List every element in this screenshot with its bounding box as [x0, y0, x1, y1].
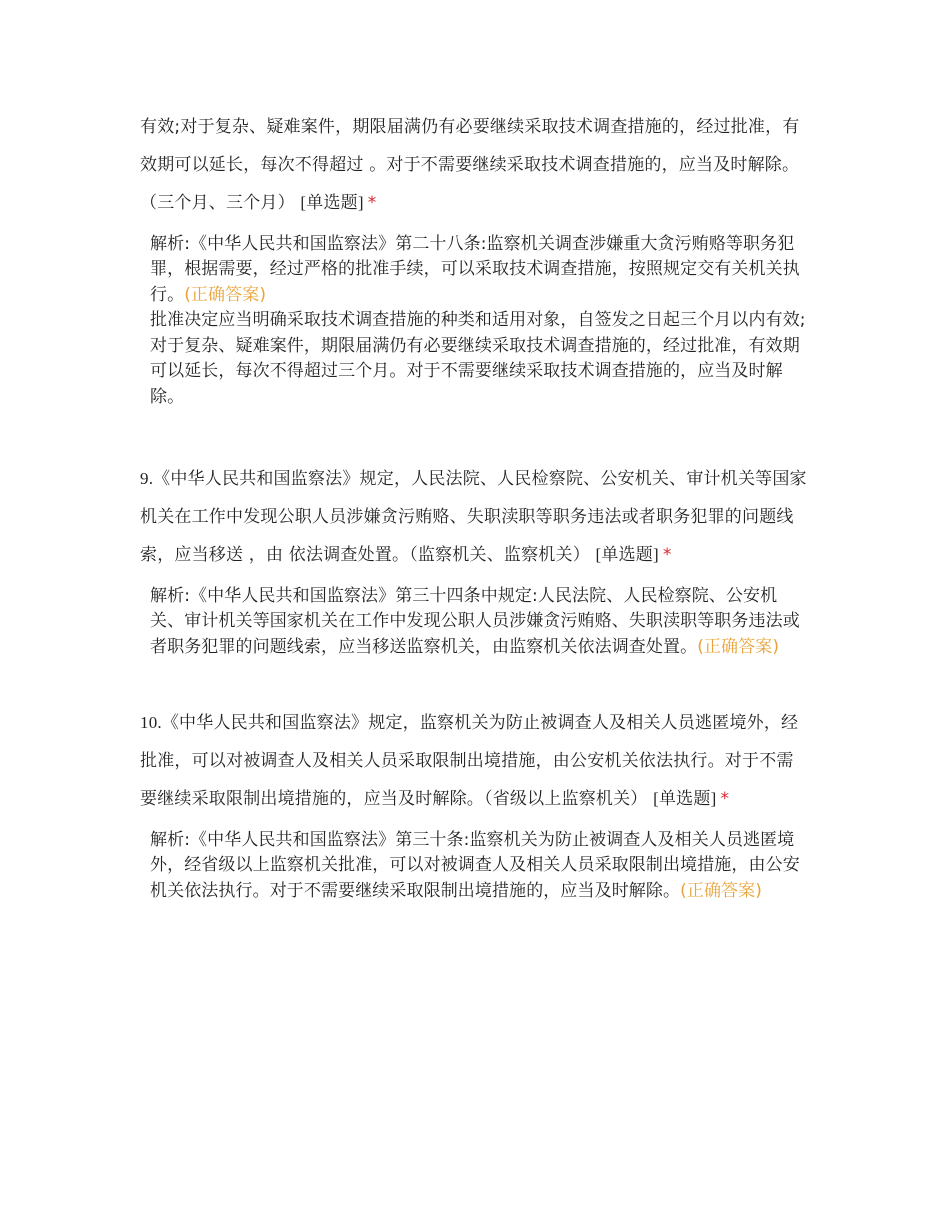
- question-number: 9.: [140, 469, 154, 488]
- answer-analysis: [150, 232, 810, 411]
- analysis-body: 解析:《中华人民共和国监察法》第三十四条中规定:人民法院、人民检察院、公安机关、审计机关等国家机关在工作中发现公职人员涉嫌贪污贿赂、失职渎职等职务违法或者职务犯罪的问题线索，应当移送监察机关，由监察机关依法调查处置。: [150, 585, 800, 657]
- correct-answer-label: (正确答案): [184, 284, 267, 305]
- analysis-text: [150, 828, 810, 905]
- analysis-body: 解析:《中华人民共和国监察法》第三十条:监察机关为防止被调查人及相关人员逃匿境外，经省级以上监察机关批准，可以对被调查人及相关人员采取限制出境措施，由公安机关依法执行。对于不需要继续采取限制出境措施的，应当及时解除。: [150, 829, 800, 901]
- required-mark: *: [367, 193, 377, 213]
- question-type-tag: [单选题]: [653, 789, 717, 808]
- question-item: [140, 460, 810, 660]
- analysis-text: [150, 584, 810, 661]
- question-type-tag: [单选题]: [595, 545, 659, 564]
- question-item: [140, 109, 810, 410]
- quiz-document: [140, 109, 810, 904]
- answer-analysis: [150, 828, 810, 905]
- question-number: 10.: [140, 713, 162, 732]
- question-body: 《中华人民共和国监察法》规定，人民法院、人民检察院、公安机关、审计机关等国家机关在工作中发现公职人员涉嫌贪污贿赂、失职渎职等职务违法或者职务犯罪的问题线索，应当移送 ，由 依法调查处置。（监察机关、监察机关）: [140, 469, 807, 565]
- analysis-text: [150, 232, 810, 309]
- question-item: [140, 704, 810, 904]
- correct-answer-label: (正确答案): [697, 636, 780, 657]
- question-type-tag: [单选题]: [300, 193, 364, 212]
- required-mark: *: [662, 545, 672, 565]
- analysis-extra-text: 批准决定应当明确采取技术调查措施的种类和适用对象，自签发之日起三个月以内有效;对于复杂、疑难案件，期限届满仍有必要继续采取技术调查措施的，经过批准，有效期可以延长，每次不得超过三个月。对于不需要继续采取技术调查措施的，应当及时解除。: [150, 310, 806, 407]
- question-text: [140, 460, 810, 575]
- required-mark: *: [720, 789, 730, 809]
- question-text: [140, 109, 810, 223]
- question-text: [140, 704, 810, 819]
- answer-analysis: [150, 584, 810, 661]
- question-body: 有效;对于复杂、疑难案件，期限届满仍有必要继续采取技术调查措施的，经过批准，有效期可以延长，每次不得超过 。对于不需要继续采取技术调查措施的，应当及时解除。（三个月、三个月）: [140, 117, 800, 213]
- analysis-body: 解析:《中华人民共和国监察法》第二十八条:监察机关调查涉嫌重大贪污贿赂等职务犯罪，根据需要，经过严格的批准手续，可以采取技术调查措施，按照规定交有关机关执行。: [150, 233, 800, 305]
- correct-answer-label: (正确答案): [680, 880, 762, 901]
- question-body: 《中华人民共和国监察法》规定，监察机关为防止被调查人及相关人员逃匿境外，经 批准，可以对被调查人及相关人员采取限制出境措施，由公安机关依法执行。对于不需要继续采取限制出境措施的，应当及时解除。（省级以上监察机关）: [140, 713, 799, 809]
